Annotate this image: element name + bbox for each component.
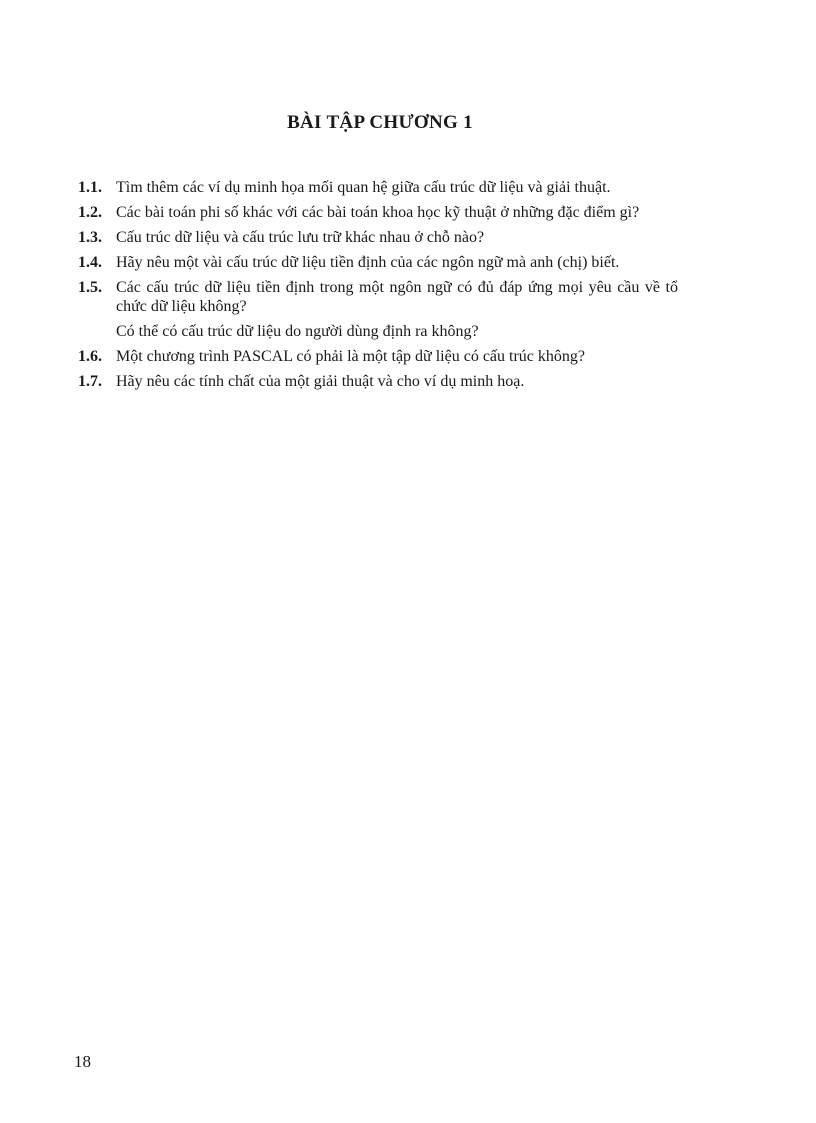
exercise-text: Hãy nêu một vài cấu trúc dữ liệu tiền định của các ngôn ngữ mà anh (chị) biết. xyxy=(116,254,620,271)
exercise-item xyxy=(78,347,678,366)
exercise-number: 1.4. xyxy=(78,254,102,271)
exercise-text: Cấu trúc dữ liệu và cấu trúc lưu trữ khác nhau ở chỗ nào? xyxy=(116,229,485,246)
exercise-number: 1.7. xyxy=(78,373,102,390)
exercise-number: 1.2. xyxy=(78,204,102,221)
exercise-list xyxy=(78,178,678,397)
exercise-number: 1.3. xyxy=(78,229,102,246)
exercise-item xyxy=(78,203,678,222)
exercise-number: 1.1. xyxy=(78,179,102,196)
exercise-item xyxy=(78,372,678,391)
exercise-text: Các cấu trúc dữ liệu tiền định trong một ngôn ngữ có đủ đáp ứng mọi yêu cầu về tổ chức dữ liệu không? xyxy=(116,279,678,315)
exercise-item xyxy=(78,228,678,247)
exercise-item xyxy=(78,253,678,272)
exercise-text: Hãy nêu các tính chất của một giải thuật và cho ví dụ minh hoạ. xyxy=(116,373,525,390)
page-number: 18 xyxy=(74,1052,91,1071)
exercise-text: Một chương trình PASCAL có phải là một tập dữ liệu có cấu trúc không? xyxy=(116,348,585,365)
exercise-number: 1.6. xyxy=(78,348,102,365)
exercise-text: Tìm thêm các ví dụ minh họa mối quan hệ giữa cấu trúc dữ liệu và giải thuật. xyxy=(116,179,611,196)
exercise-item xyxy=(78,178,678,197)
exercise-number: 1.5. xyxy=(78,279,102,296)
exercise-text: Các bài toán phi số khác với các bài toán khoa học kỹ thuật ở những đặc điểm gì? xyxy=(116,204,640,221)
exercise-followup-text: Có thể có cấu trúc dữ liệu do người dùng định ra không? xyxy=(116,323,479,340)
page-title: BÀI TẬP CHƯƠNG 1 xyxy=(287,112,473,133)
exercise-content xyxy=(116,278,678,341)
exercise-item xyxy=(78,278,678,341)
